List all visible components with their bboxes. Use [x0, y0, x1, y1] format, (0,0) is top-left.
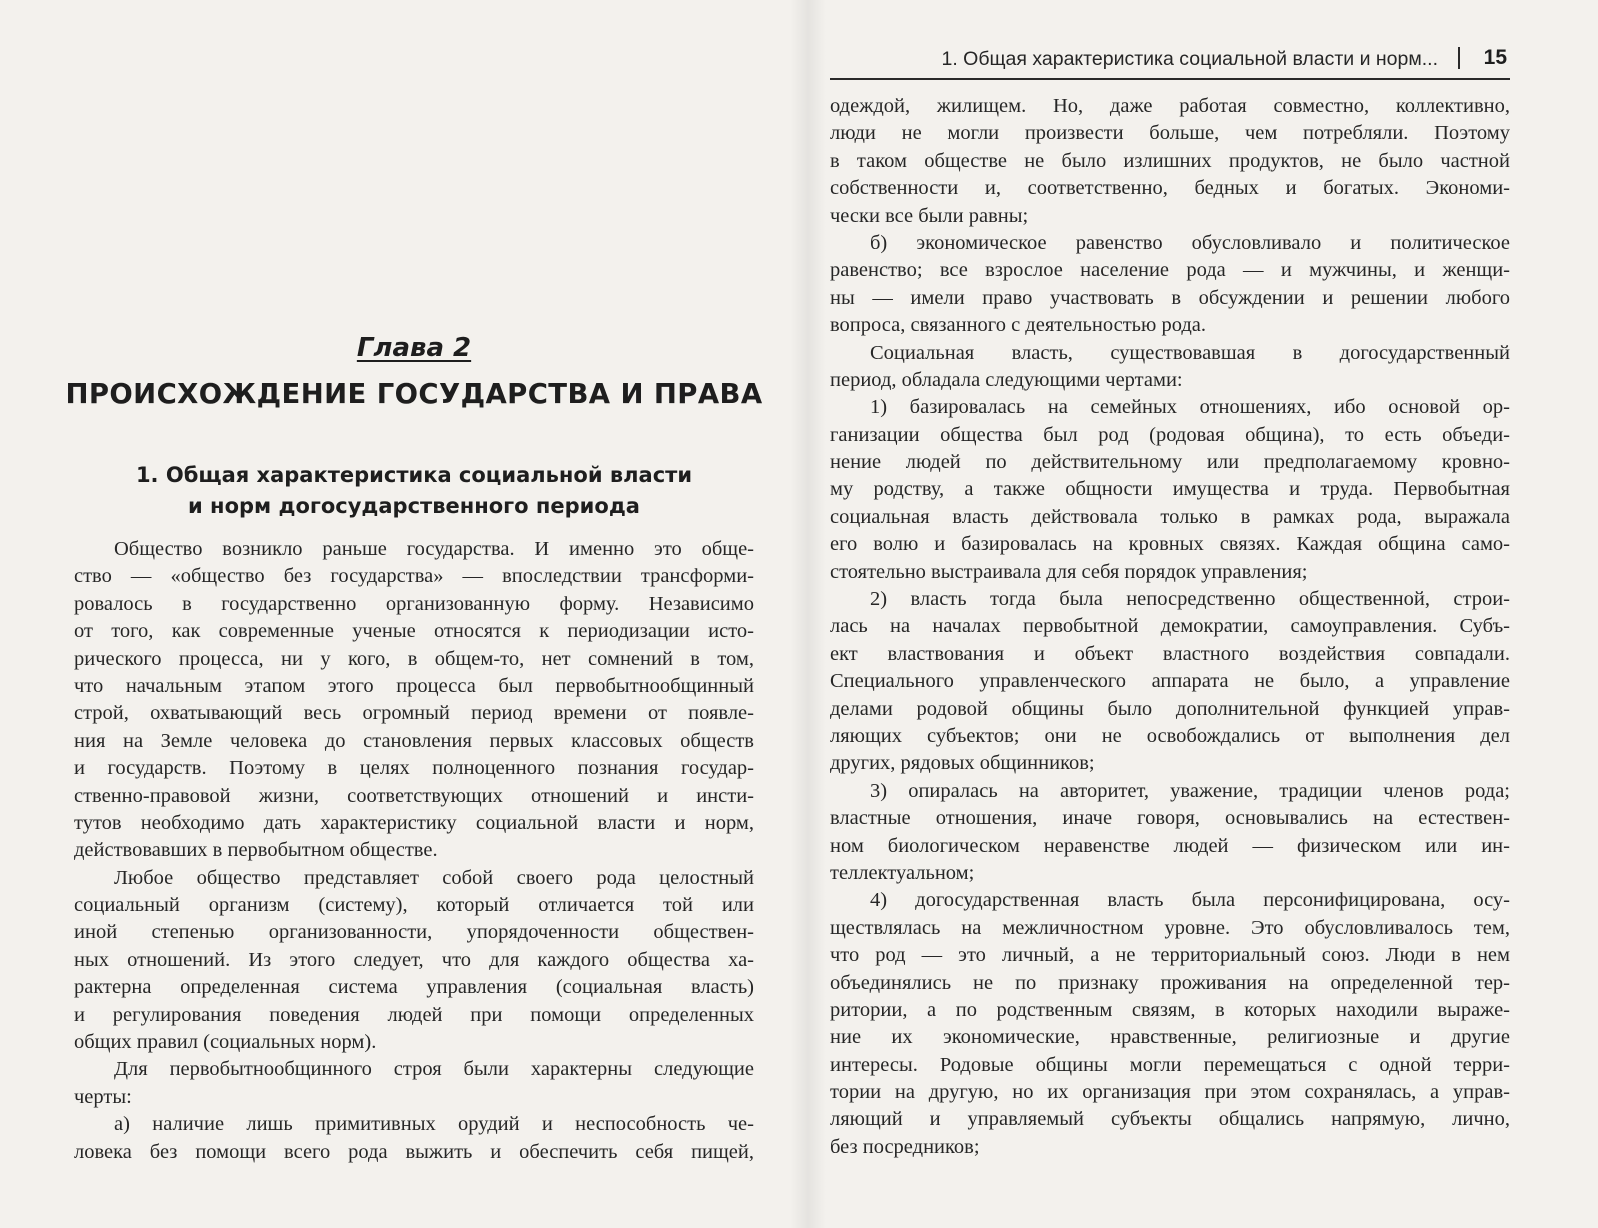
- text-line: собственности и, соответственно, бедных и богатых. Экономи-: [830, 177, 1510, 200]
- text-line: черты:: [74, 1085, 132, 1108]
- text-line: ном биологическом неравенстве людей — физическом или ин-: [830, 834, 1510, 857]
- text-line: Общество возникло раньше государства. И именно это обще-: [114, 538, 754, 560]
- text-line: лась на началах первобытной демократии, самоуправления. Субъ-: [830, 615, 1510, 638]
- text-line: ния на Земле человека до становления первых классовых обществ: [74, 729, 754, 752]
- text-line: ритории, а по родственным связям, в которых находили выраже-: [830, 998, 1510, 1021]
- left-body-text: [74, 536, 754, 1166]
- text-line: интересы. Родовые общины могли перемещаться с одной терри-: [830, 1053, 1510, 1076]
- text-line: равенство; все взрослое население рода — и мужчины, и женщи-: [830, 259, 1510, 282]
- book-gutter: [790, 0, 826, 1228]
- text-line: ект властвования и объект властного воздействия совпадали.: [830, 642, 1510, 665]
- text-line: теллектуальном;: [830, 861, 975, 884]
- text-line: его волю и базировалась на кровных связях. Каждая община само-: [830, 533, 1510, 556]
- running-header: [830, 46, 1510, 80]
- running-header-title: 1. Общая характеристика социальной власти и норм...: [941, 48, 1438, 70]
- text-line: б) экономическое равенство обусловливало и политическое: [870, 231, 1510, 254]
- text-line: иной степенью организованности, упорядоченности обществен-: [74, 921, 754, 944]
- text-line: Социальная власть, существовавшая в догосударственный: [870, 341, 1510, 364]
- text-line: ных отношений. Из этого следует, что для каждого общества ха-: [74, 948, 754, 971]
- chapter-label: Глава 2: [356, 333, 472, 363]
- text-line: социальный организм (систему), который отличается той или: [74, 894, 754, 917]
- left-page: [65, 0, 774, 1228]
- text-line: ровалось в государственно организованную форму. Независимо: [74, 592, 754, 615]
- text-line: общих правил (социальных норм).: [74, 1031, 377, 1054]
- text-line: ществлялась на межличностном уровне. Это обусловливалось тем,: [830, 916, 1510, 939]
- page-number: 15: [1483, 46, 1507, 69]
- section-title-line-2: и норм догосударственного периода: [188, 494, 640, 518]
- text-line: ганизации общества был род (родовая община), то есть объеди-: [830, 423, 1510, 446]
- text-line: чески все были равны;: [830, 204, 1029, 227]
- text-line: стоятельно выстраивала для себя порядок управления;: [830, 560, 1308, 583]
- text-line: Для первобытнообщинного строя были характерны следующие: [114, 1058, 754, 1081]
- text-line: 4) догосударственная власть была персонифицирована, осу-: [870, 889, 1510, 912]
- text-line: властные отношения, иначе говоря, основывались на естествен-: [830, 807, 1510, 830]
- text-line: 1) базировалась на семейных отношениях, ибо основой ор-: [870, 396, 1510, 419]
- text-line: рактерна определенная система управления (социальная власть): [74, 976, 754, 999]
- text-line: нение людей по действительному или предполагаемому кровно-: [830, 451, 1510, 474]
- text-line: действовавших в первобытном обществе.: [74, 839, 438, 862]
- text-line: объединялись не по признаку проживания на определенной тер-: [830, 971, 1510, 994]
- text-line: и государств. Поэтому в целях полноценного познания государ-: [74, 757, 754, 780]
- text-line: Любое общество представляет собой своего рода целостный: [114, 866, 754, 889]
- section-title-line-1: 1. Общая характеристика социальной власти: [135, 463, 693, 487]
- right-body-text: [830, 93, 1510, 1161]
- text-line: ние их экономические, нравственные, религиозные и другие: [830, 1026, 1510, 1049]
- text-line: и регулирования поведения людей при помощи определенных: [74, 1003, 754, 1026]
- text-line: делами родовой общины было дополнительной функцией управ-: [830, 697, 1510, 720]
- text-line: ляющий и управляемый субъекты общались напрямую, лично,: [830, 1108, 1510, 1131]
- text-line: что начальным этапом этого процесса был первобытнообщинный: [74, 674, 754, 697]
- text-line: ляющих субъектов; они не освобождались от выполнения дел: [830, 724, 1510, 747]
- text-line: строй, охватывающий весь огромный период времени от появле-: [74, 702, 754, 725]
- running-header-divider: [1458, 47, 1460, 69]
- chapter-title: ПРОИСХОЖДЕНИЕ ГОСУДАРСТВА И ПРАВА: [65, 378, 763, 410]
- text-line: период, обладала следующими чертами:: [830, 368, 1183, 391]
- text-line: ловека без помощи всего рода выжить и обеспечить себя пищей,: [74, 1140, 754, 1163]
- text-line: в таком обществе не было излишних продуктов, не было частной: [830, 149, 1510, 172]
- text-line: рического процесса, ни у кого, в общем-то, нет сомнений в том,: [74, 647, 754, 670]
- text-line: люди не могли произвести больше, чем потребляли. Поэтому: [830, 122, 1510, 145]
- text-line: му родству, а также общности имущества и труда. Первобытная: [830, 478, 1510, 501]
- text-line: ны — имели право участвовать в обсуждении и решении любого: [830, 286, 1510, 309]
- text-line: вопроса, связанного с деятельностью рода.: [830, 314, 1207, 337]
- text-line: тории на другую, но их организация при этом сохранялась, а управ-: [830, 1081, 1510, 1104]
- text-line: а) наличие лишь примитивных орудий и неспособность че-: [114, 1113, 754, 1136]
- text-line: других, рядовых общинников;: [830, 752, 1095, 775]
- text-line: социальная власть действовала только в рамках рода, выражала: [830, 505, 1510, 528]
- right-page: [830, 0, 1510, 1228]
- text-line: от того, как современные ученые относятся к периодизации исто-: [74, 620, 754, 643]
- text-line: без посредников;: [830, 1135, 980, 1158]
- text-line: ственно-правовой жизни, соответствующих отношений и инсти-: [74, 784, 754, 807]
- text-line: ство — «общество без государства» — впоследствии трансформи-: [74, 565, 754, 588]
- text-line: тутов необходимо дать характеристику социальной власти и норм,: [74, 811, 754, 834]
- text-line: Специального управленческого аппарата не было, а управление: [830, 670, 1510, 693]
- text-line: 3) опиралась на авторитет, уважение, традиции членов рода;: [870, 779, 1510, 802]
- text-line: 2) власть тогда была непосредственно общественной, строи-: [870, 588, 1510, 611]
- text-line: что род — это личный, а не территориальный союз. Люди в нем: [830, 944, 1510, 967]
- text-line: одеждой, жилищем. Но, даже работая совместно, коллективно,: [830, 95, 1510, 117]
- section-title: [74, 460, 754, 522]
